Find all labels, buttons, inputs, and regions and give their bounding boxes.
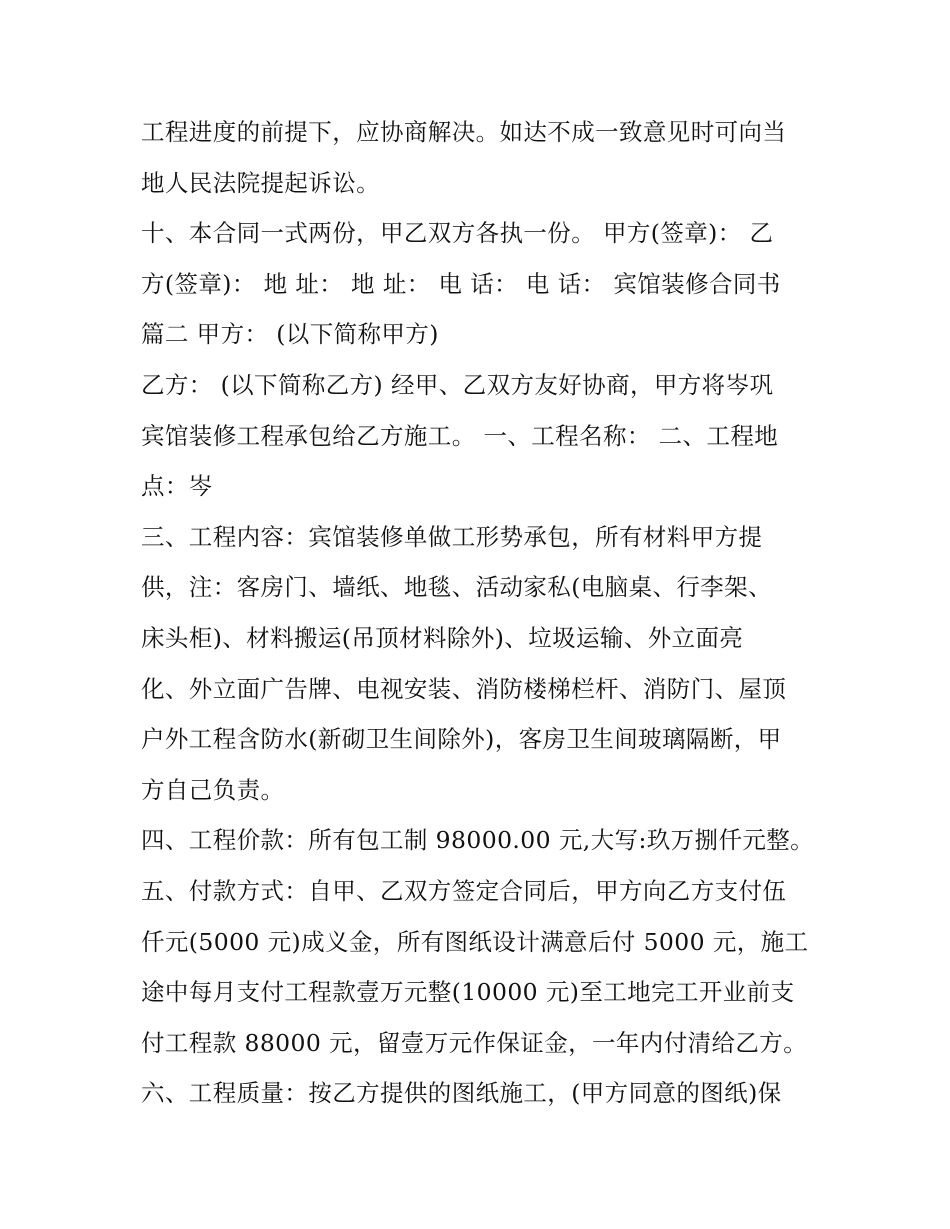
text-line: 工程进度的前提下，应协商解决。如达不成一致意见时可向当 bbox=[141, 118, 787, 146]
text-line: 篇二 甲方： (以下简称甲方) bbox=[141, 320, 439, 349]
text-line: 床头柜)、材料搬运(吊顶材料除外)、垃圾运输、外立面亮 bbox=[141, 623, 744, 652]
text-line: 十、本合同一式两份，甲乙双方各执一份。 甲方(签章)： 乙 bbox=[141, 219, 774, 248]
text-line: 仟元(5000 元)成义金，所有图纸设计满意后付 5000 元，施工 bbox=[141, 927, 809, 956]
text-line: 地人民法院提起诉讼。 bbox=[141, 168, 380, 197]
text-line: 六、工程质量：按乙方提供的图纸施工，(甲方同意的图纸)保 bbox=[141, 1079, 782, 1108]
text-line: 供，注：客房门、墙纸、地毯、活动家私(电脑桌、行李架、 bbox=[141, 573, 772, 602]
contract-text bbox=[141, 107, 831, 1119]
text-line: 五、付款方式：自甲、乙双方签定合同后，甲方向乙方支付伍 bbox=[141, 876, 787, 905]
text-line: 乙方： (以下简称乙方) 经甲、乙双方友好协商，甲方将岑巩 bbox=[141, 370, 774, 399]
text-line: 化、外立面广告牌、电视安装、消防楼梯栏杆、消防门、屋顶 bbox=[141, 674, 787, 703]
text-line: 方(签章)： 地 址： 地 址： 电 话： 电 话： 宾馆装修合同书 bbox=[141, 269, 781, 298]
text-line: 点：岑 bbox=[141, 472, 213, 501]
text-line: 宾馆装修工程承包给乙方施工。 一、工程名称： 二、工程地 bbox=[141, 421, 779, 450]
text-line: 四、工程价款：所有包工制 98000.00 元,大写:玖万捌仟元整。 bbox=[141, 826, 815, 855]
text-line: 方自己负责。 bbox=[141, 775, 285, 804]
text-line: 付工程款 88000 元，留壹万元作保证金，一年内付清给乙方。 bbox=[141, 1028, 808, 1057]
text-line: 三、工程内容：宾馆装修单做工形势承包，所有材料甲方提 bbox=[141, 522, 763, 551]
text-line: 户外工程含防水(新砌卫生间除外)，客房卫生间玻璃隔断，甲 bbox=[141, 725, 782, 754]
text-line: 途中每月支付工程款壹万元整(10000 元)至工地完工开业前支 bbox=[141, 978, 795, 1007]
